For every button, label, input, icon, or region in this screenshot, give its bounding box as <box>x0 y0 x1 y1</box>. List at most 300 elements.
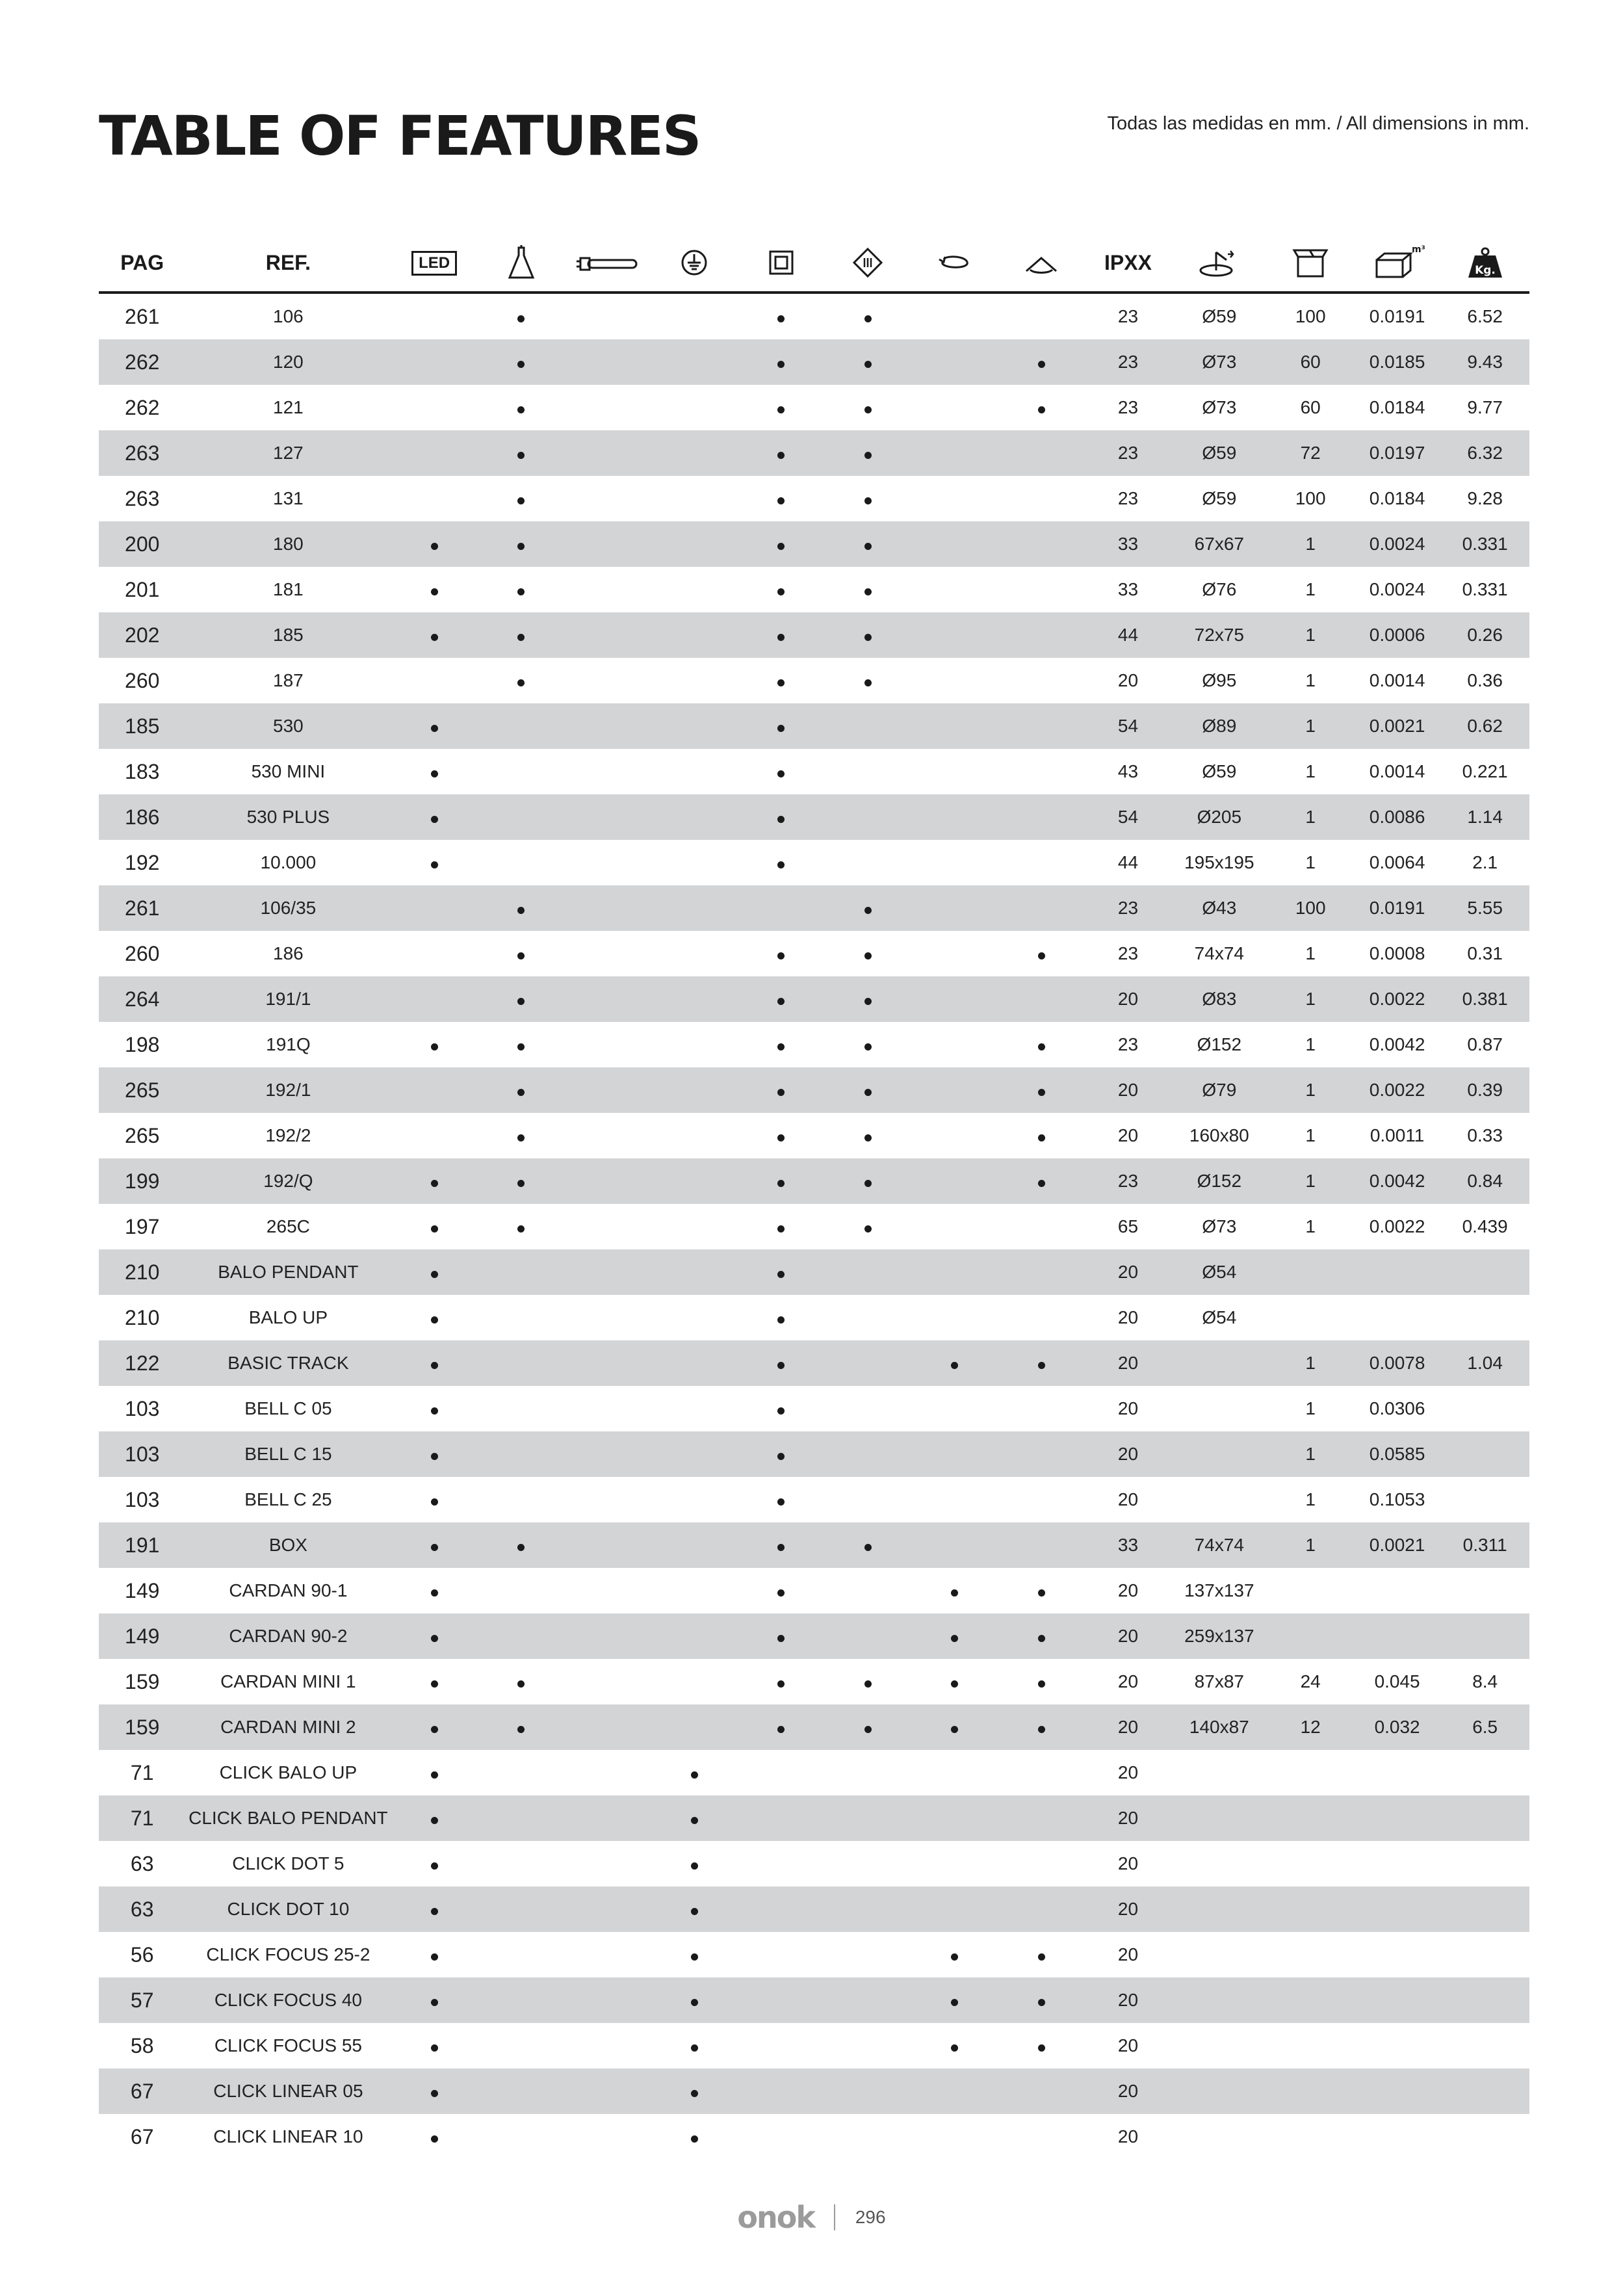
feature-dot <box>517 907 525 914</box>
cell-led <box>391 1340 477 1386</box>
cell-box: 1 <box>1267 1340 1353 1386</box>
cell-cut: Ø89 <box>1171 703 1267 749</box>
cell-rot <box>911 521 998 567</box>
header-double-insulation <box>738 234 824 293</box>
cell-box: 12 <box>1267 1704 1353 1750</box>
cell-sq <box>738 1113 824 1158</box>
feature-dot <box>431 1862 438 1870</box>
table-row <box>99 658 1529 703</box>
feature-dot <box>431 816 438 823</box>
cell-kg <box>1440 2023 1529 2068</box>
feature-dot <box>777 1635 785 1642</box>
cell-ip: 20 <box>1117 1853 1139 1873</box>
cell-pag: 192 <box>125 850 160 874</box>
cell-kg <box>1440 1841 1529 1886</box>
cell-earth <box>651 1477 738 1522</box>
cell-ref: CLICK LINEAR 10 <box>213 2126 363 2146</box>
cell-earth <box>651 385 738 430</box>
cell-lamp <box>478 2023 564 2068</box>
cell-box: 100 <box>1267 885 1353 931</box>
cell-tube <box>564 931 651 976</box>
cell-cut <box>1171 1932 1267 1977</box>
cell-tube <box>564 2068 651 2114</box>
feature-dot <box>777 952 785 959</box>
cell-tube <box>564 1158 651 1204</box>
feature-dot <box>1038 2044 1045 2052</box>
cell-sq <box>738 293 824 339</box>
cell-box <box>1267 1750 1353 1795</box>
cell-led <box>391 2114 477 2159</box>
feature-dot <box>951 1589 958 1597</box>
cell-lamp <box>478 1704 564 1750</box>
cell-led <box>391 339 477 385</box>
cell-lamp <box>478 385 564 430</box>
cell-cut: 67x67 <box>1171 521 1267 567</box>
cell-ref: 186 <box>273 943 304 963</box>
feature-dot <box>431 1726 438 1733</box>
cell-ip: 43 <box>1117 761 1139 781</box>
cell-cut <box>1171 1340 1267 1386</box>
cell-tilt <box>998 1340 1084 1386</box>
feature-dot <box>777 1316 785 1324</box>
cell-ref: CLICK BALO PENDANT <box>185 1795 391 1841</box>
feature-dot <box>431 1817 438 1824</box>
cell-pag: 201 <box>125 577 160 601</box>
cell-vol: 0.0011 <box>1370 1125 1425 1145</box>
cell-ref: 181 <box>273 579 304 599</box>
cell-sq <box>738 1841 824 1886</box>
cell-sq <box>738 385 824 430</box>
cell-ref: 127 <box>185 430 391 476</box>
header-box <box>1267 234 1353 293</box>
feature-dot <box>517 361 525 368</box>
feature-dot <box>777 679 785 686</box>
cell-ip: 20 <box>1085 2068 1171 2114</box>
cell-cut <box>1171 1750 1267 1795</box>
cell-rot <box>911 1431 998 1477</box>
cell-tube <box>564 1204 651 1249</box>
cell-lamp <box>478 476 564 521</box>
cell-tilt <box>998 749 1084 794</box>
cell-cut: Ø73 <box>1202 397 1237 417</box>
cell-tilt <box>998 293 1084 339</box>
cell-ref: 106/35 <box>185 885 391 931</box>
cell-led <box>391 1477 477 1522</box>
cell-pag: 63 <box>99 1886 185 1932</box>
cell-vol: 0.0184 <box>1369 397 1425 417</box>
cell-lamp <box>478 1204 564 1249</box>
feature-dot <box>777 725 785 732</box>
cell-ref: CLICK DOT 10 <box>185 1886 391 1932</box>
cell-vol: 0.0042 <box>1369 1034 1425 1054</box>
cell-lamp <box>478 794 564 840</box>
feature-dot <box>951 1726 958 1733</box>
cell-box <box>1267 1568 1353 1613</box>
feature-dot <box>777 543 785 550</box>
cell-ref: BELL C 05 <box>244 1398 332 1418</box>
cell-lamp <box>478 1613 564 1659</box>
cell-ip: 20 <box>1117 1762 1139 1782</box>
tube-lamp-icon <box>577 255 639 273</box>
cell-box: 1 <box>1267 521 1353 567</box>
cell-cut: 160x80 <box>1189 1125 1249 1145</box>
cell-lamp <box>478 658 564 703</box>
cell-rot <box>911 1932 998 1977</box>
lamp-shade-icon <box>505 245 538 280</box>
cell-tube <box>564 430 651 476</box>
feature-dot <box>431 1544 438 1551</box>
cell-rot <box>911 1522 998 1568</box>
cell-led <box>391 567 477 612</box>
feature-dot <box>431 1407 438 1415</box>
table-row <box>99 339 1529 385</box>
box-icon <box>1293 246 1328 279</box>
feature-dot <box>777 452 785 459</box>
cell-pag: 103 <box>99 1431 185 1477</box>
cell-kg: 6.5 <box>1440 1704 1529 1750</box>
feature-dot <box>777 1089 785 1096</box>
table-row <box>99 840 1529 885</box>
cell-ip: 20 <box>1117 1580 1139 1600</box>
feature-dot <box>517 588 525 595</box>
cell-pag: 260 <box>125 668 160 692</box>
cell-cut: Ø43 <box>1171 885 1267 931</box>
cell-vol <box>1354 1750 1440 1795</box>
cell-ip: 20 <box>1085 976 1171 1022</box>
cell-tube <box>564 1568 651 1613</box>
cell-ip: 20 <box>1117 670 1139 690</box>
cell-tube <box>564 794 651 840</box>
cell-earth <box>651 703 738 749</box>
cell-tube <box>564 1977 651 2023</box>
cell-sq <box>738 1477 824 1522</box>
cell-earth <box>651 976 738 1022</box>
cell-c3 <box>824 703 911 749</box>
cell-kg <box>1440 1750 1529 1795</box>
cell-ref: 191Q <box>266 1034 311 1054</box>
cell-ref: CARDAN 90-1 <box>229 1580 348 1600</box>
cell-box <box>1267 1886 1353 1932</box>
table-row <box>99 1340 1529 1386</box>
cell-earth <box>651 1113 738 1158</box>
header-led <box>391 234 477 293</box>
table-row <box>99 612 1529 658</box>
cell-tilt <box>998 612 1084 658</box>
cell-tilt <box>998 1477 1084 1522</box>
cell-earth <box>651 1386 738 1431</box>
cell-cut <box>1171 1477 1267 1522</box>
cell-box: 1 <box>1305 1489 1316 1509</box>
table-row <box>99 1977 1529 2023</box>
cell-vol: 0.0022 <box>1369 1216 1425 1236</box>
cell-cut: Ø76 <box>1202 579 1237 599</box>
table-row <box>99 2114 1529 2159</box>
cell-vol <box>1354 2023 1440 2068</box>
table-row <box>99 1204 1529 1249</box>
cell-tube <box>564 1067 651 1113</box>
cell-ip: 20 <box>1085 1613 1171 1659</box>
table-row <box>99 885 1529 931</box>
header-class-three <box>824 234 911 293</box>
feature-dot <box>951 1635 958 1642</box>
cell-ip: 54 <box>1085 794 1171 840</box>
cell-cut: Ø59 <box>1202 306 1237 326</box>
cell-ip: 20 <box>1117 1944 1139 1964</box>
cell-sq <box>738 840 824 885</box>
cell-earth <box>651 1522 738 1568</box>
cell-vol <box>1354 1613 1440 1659</box>
cell-c3 <box>824 2068 911 2114</box>
cell-c3 <box>824 1613 911 1659</box>
cell-sq <box>738 885 824 931</box>
cell-earth <box>651 1886 738 1932</box>
cell-led <box>391 931 477 976</box>
cell-sq <box>738 1158 824 1204</box>
page-title: TABLE OF FEATURES <box>99 104 701 168</box>
cell-kg <box>1440 1249 1529 1295</box>
cell-ref: 120 <box>185 339 391 385</box>
feature-dot <box>431 1908 438 1915</box>
cell-vol: 0.0585 <box>1354 1431 1440 1477</box>
cell-led <box>391 1158 477 1204</box>
brand-logo: onok <box>737 2200 814 2235</box>
cell-sq <box>738 1204 824 1249</box>
table-row <box>99 1249 1529 1295</box>
cell-box: 1 <box>1267 612 1353 658</box>
header-lamp <box>478 234 564 293</box>
cell-ip: 20 <box>1085 1431 1171 1477</box>
feature-dot <box>431 1680 438 1688</box>
cell-tube <box>564 840 651 885</box>
cell-rot <box>911 976 998 1022</box>
cell-vol <box>1354 1932 1440 1977</box>
cell-cut <box>1171 1841 1267 1886</box>
cell-led <box>391 1932 477 1977</box>
weight-unit-label: Kg. <box>1474 264 1496 277</box>
cell-rot <box>911 1841 998 1886</box>
cell-kg: 9.77 <box>1467 397 1503 417</box>
cell-tube <box>564 1613 651 1659</box>
cell-earth <box>651 1841 738 1886</box>
cell-ref: CLICK LINEAR 05 <box>185 2068 391 2114</box>
feature-dot <box>431 1589 438 1597</box>
cell-earth <box>651 476 738 521</box>
cell-box: 1 <box>1267 1158 1353 1204</box>
cell-led <box>391 1613 477 1659</box>
cell-box <box>1267 2068 1353 2114</box>
feature-dot <box>951 1362 958 1369</box>
cell-kg: 0.84 <box>1440 1158 1529 1204</box>
feature-dot <box>864 1043 872 1050</box>
cell-kg <box>1440 1431 1529 1477</box>
cell-c3 <box>824 1295 911 1340</box>
cell-pag: 149 <box>99 1613 185 1659</box>
cell-ref: 191/1 <box>185 976 391 1022</box>
feature-dot <box>951 1680 958 1688</box>
cell-led <box>391 749 477 794</box>
cell-rot <box>911 794 998 840</box>
cell-tube <box>564 476 651 521</box>
cell-rot <box>911 840 998 885</box>
feature-dot <box>864 452 872 459</box>
feature-dot <box>691 1771 698 1779</box>
cell-ref: CARDAN 90-2 <box>185 1613 391 1659</box>
feature-dot <box>431 2090 438 2097</box>
cell-vol: 0.0086 <box>1354 794 1440 840</box>
cell-pag: 191 <box>99 1522 185 1568</box>
cell-vol: 0.0185 <box>1354 339 1440 385</box>
cell-cut: 72x75 <box>1171 612 1267 658</box>
cell-lamp <box>478 430 564 476</box>
cell-lamp <box>478 2068 564 2114</box>
cell-earth <box>651 1977 738 2023</box>
cell-led <box>391 658 477 703</box>
cell-sq <box>738 521 824 567</box>
feature-dot <box>864 497 872 504</box>
cell-sq <box>738 1522 824 1568</box>
cell-led <box>391 521 477 567</box>
cell-rot <box>911 1295 998 1340</box>
cell-pag: 185 <box>99 703 185 749</box>
cell-rot <box>911 1704 998 1750</box>
cell-box: 1 <box>1267 703 1353 749</box>
cell-tube <box>564 2023 651 2068</box>
feature-dot <box>431 1453 438 1460</box>
cell-ref: 530 PLUS <box>185 794 391 840</box>
cell-led <box>391 1522 477 1568</box>
cell-tilt <box>998 1386 1084 1431</box>
cell-box: 1 <box>1267 1067 1353 1113</box>
cell-tilt <box>998 703 1084 749</box>
cell-c3 <box>824 1249 911 1295</box>
feature-dot <box>777 861 785 868</box>
cell-led <box>391 1067 477 1113</box>
cell-tube <box>564 521 651 567</box>
feature-dot <box>1038 952 1045 959</box>
feature-dot <box>431 1498 438 1506</box>
cell-lamp <box>478 1886 564 1932</box>
cell-led <box>391 2023 477 2068</box>
cell-cut <box>1171 1431 1267 1477</box>
table-row <box>99 1295 1529 1340</box>
cell-tilt <box>998 2068 1084 2114</box>
cell-c3 <box>824 749 911 794</box>
cell-lamp <box>478 1750 564 1795</box>
cell-rot <box>911 1795 998 1841</box>
cell-tilt <box>998 1977 1084 2023</box>
cell-led <box>391 476 477 521</box>
feature-dot <box>431 1316 438 1324</box>
cell-c3 <box>824 612 911 658</box>
cell-vol: 0.0197 <box>1354 430 1440 476</box>
cell-tube <box>564 1841 651 1886</box>
cell-led <box>391 885 477 931</box>
feature-dot <box>517 1680 525 1688</box>
cell-led <box>391 293 477 339</box>
cell-tilt <box>998 1568 1084 1613</box>
cell-sq <box>738 1022 824 1067</box>
feature-dot <box>777 361 785 368</box>
cell-c3 <box>824 1022 911 1067</box>
feature-dot <box>517 998 525 1005</box>
feature-dot <box>1038 361 1045 368</box>
cell-tube <box>564 385 651 430</box>
feature-dot <box>431 1225 438 1233</box>
feature-dot <box>777 1362 785 1369</box>
table-row <box>99 1477 1529 1522</box>
cell-kg: 9.28 <box>1467 488 1503 508</box>
feature-dot <box>517 497 525 504</box>
cell-earth <box>651 749 738 794</box>
cell-ref: CARDAN MINI 1 <box>220 1671 356 1691</box>
cell-vol: 0.0024 <box>1369 579 1425 599</box>
feature-dot <box>777 1043 785 1050</box>
cell-cut <box>1171 2114 1267 2159</box>
cell-box <box>1267 1977 1353 2023</box>
cell-led <box>391 976 477 1022</box>
cell-tilt <box>998 840 1084 885</box>
cell-tilt <box>998 931 1084 976</box>
cell-earth <box>651 885 738 931</box>
cell-cut: Ø152 <box>1171 1158 1267 1204</box>
cell-c3 <box>824 885 911 931</box>
table-row <box>99 2068 1529 2114</box>
cell-kg: 1.04 <box>1440 1340 1529 1386</box>
cell-c3 <box>824 658 911 703</box>
cell-lamp <box>478 2114 564 2159</box>
tilt-icon <box>1024 253 1059 275</box>
feature-dot <box>431 634 438 641</box>
cell-led <box>391 703 477 749</box>
cell-pag: 67 <box>99 2068 185 2114</box>
cell-pag: 262 <box>125 395 160 419</box>
feature-dot <box>777 634 785 641</box>
feature-dot <box>431 770 438 777</box>
feature-dot <box>777 770 785 777</box>
cell-box <box>1267 1932 1353 1977</box>
cell-sq <box>738 658 824 703</box>
cell-lamp <box>478 1932 564 1977</box>
cell-cut: Ø95 <box>1202 670 1237 690</box>
header-row <box>99 234 1529 293</box>
feature-dot <box>691 1999 698 2006</box>
cell-vol <box>1354 1249 1440 1295</box>
cell-kg <box>1440 1295 1529 1340</box>
table-row <box>99 1841 1529 1886</box>
cell-pag: 159 <box>125 1669 160 1693</box>
cell-vol: 0.0014 <box>1369 761 1425 781</box>
cell-earth <box>651 430 738 476</box>
cell-ref: 192/Q <box>185 1158 391 1204</box>
feature-dot <box>864 1089 872 1096</box>
cell-rot <box>911 749 998 794</box>
cell-tube <box>564 1386 651 1431</box>
cell-ip: 33 <box>1117 579 1139 599</box>
cell-cut: 259x137 <box>1171 1613 1267 1659</box>
cell-lamp <box>478 1249 564 1295</box>
cell-tube <box>564 749 651 794</box>
cell-ip: 20 <box>1085 1977 1171 2023</box>
cell-lamp <box>478 567 564 612</box>
table-row <box>99 1750 1529 1795</box>
table-row <box>99 931 1529 976</box>
cell-cut <box>1171 2068 1267 2114</box>
cell-rot <box>911 430 998 476</box>
cell-ip: 23 <box>1117 306 1139 326</box>
cell-lamp <box>478 1431 564 1477</box>
cell-cut: Ø79 <box>1171 1067 1267 1113</box>
cell-rot <box>911 1477 998 1522</box>
